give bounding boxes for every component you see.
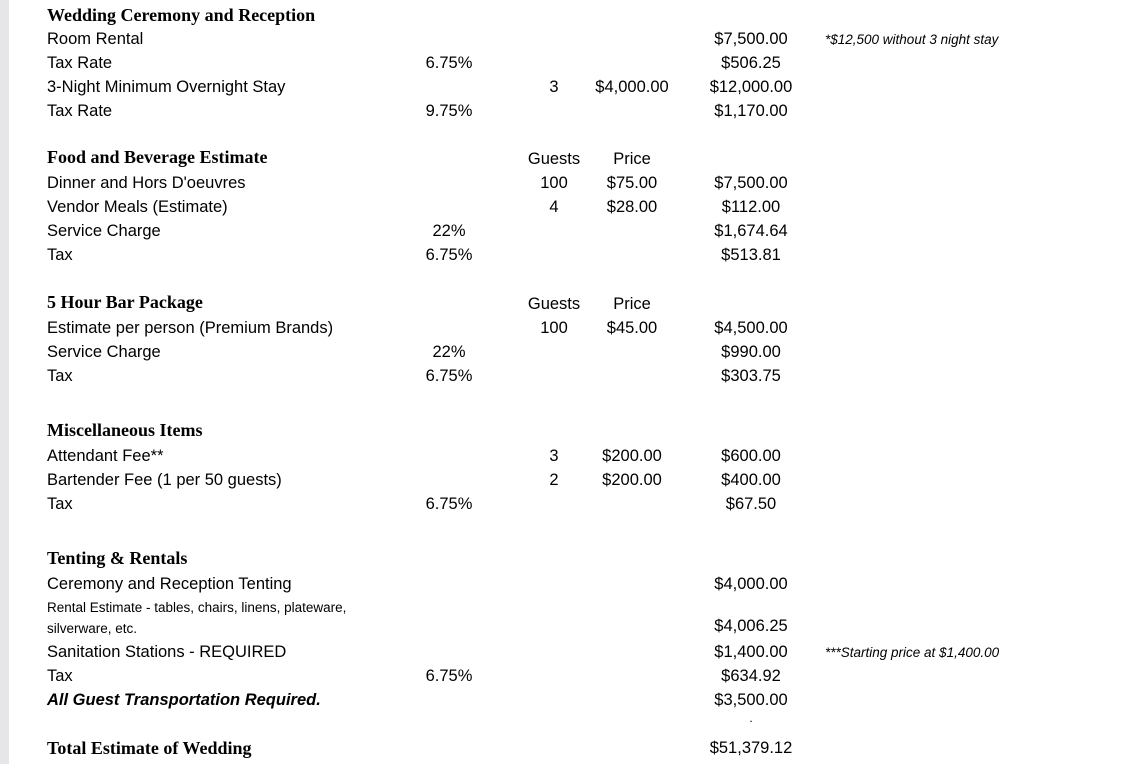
tax-rate-1-rate: 6.75% xyxy=(425,54,473,72)
food-guests-header: Guests xyxy=(527,150,581,168)
section-title-wedding: Wedding Ceremony and Reception xyxy=(47,5,316,25)
bar-estimate-label: Estimate per person (Premium Brands) xyxy=(47,319,334,337)
tenting-label: Ceremony and Reception Tenting xyxy=(47,575,292,593)
transportation-amount: $3,500.00 xyxy=(714,691,788,709)
tenting-amount: $4,000.00 xyxy=(714,575,788,593)
sanitation-amount: $1,400.00 xyxy=(714,643,788,661)
tax-rate-2-amount: $1,170.00 xyxy=(714,102,788,120)
misc-tax-amount: $67.50 xyxy=(725,495,777,513)
bar-service-amount: $990.00 xyxy=(721,343,781,361)
dinner-qty: 100 xyxy=(540,174,568,192)
sanitation-label: Sanitation Stations - REQUIRED xyxy=(47,643,287,661)
bar-estimate-qty: 100 xyxy=(540,319,568,337)
sanitation-note: ***Starting price at $1,400.00 xyxy=(825,645,1000,660)
rental-estimate-amount: $4,006.25 xyxy=(714,617,788,635)
bar-estimate-amount: $4,500.00 xyxy=(714,319,788,337)
section-title-misc: Miscellaneous Items xyxy=(47,420,203,440)
attendant-fee-label: Attendant Fee** xyxy=(47,447,164,465)
room-rental-label: Room Rental xyxy=(47,30,144,48)
attendant-fee-amount: $600.00 xyxy=(721,447,781,465)
vendor-meals-qty: 4 xyxy=(549,198,559,216)
food-tax-rate: 6.75% xyxy=(425,246,473,264)
page-edge-bar xyxy=(0,0,9,764)
bartender-fee-qty: 2 xyxy=(549,471,559,489)
food-service-rate: 22% xyxy=(432,222,466,240)
tax-rate-2-label: Tax Rate xyxy=(47,102,113,120)
tax-rate-1-amount: $506.25 xyxy=(721,54,781,72)
dinner-price: $75.00 xyxy=(606,174,658,192)
bar-service-label: Service Charge xyxy=(47,343,161,361)
food-tax-label: Tax xyxy=(47,246,73,264)
room-rental-note: *$12,500 without 3 night stay xyxy=(825,32,999,47)
section-title-tenting: Tenting & Rentals xyxy=(47,548,188,568)
room-rental-amount: $7,500.00 xyxy=(714,30,788,48)
total-amount: $51,379.12 xyxy=(709,739,793,757)
food-service-label: Service Charge xyxy=(47,222,161,240)
dinner-amount: $7,500.00 xyxy=(714,174,788,192)
section-title-bar: 5 Hour Bar Package xyxy=(47,292,203,312)
tenting-tax-rate: 6.75% xyxy=(425,667,473,685)
overnight-stay-label: 3-Night Minimum Overnight Stay xyxy=(47,78,286,96)
food-service-amount: $1,674.64 xyxy=(714,222,788,240)
total-label: Total Estimate of Wedding xyxy=(47,738,252,758)
bartender-fee-label: Bartender Fee (1 per 50 guests) xyxy=(47,471,282,489)
food-tax-amount: $513.81 xyxy=(721,246,781,264)
bar-estimate-price: $45.00 xyxy=(606,319,658,337)
vendor-meals-amount: $112.00 xyxy=(721,198,781,216)
food-price-header: Price xyxy=(613,150,651,168)
bartender-fee-amount: $400.00 xyxy=(721,471,781,489)
attendant-fee-qty: 3 xyxy=(549,447,559,465)
overnight-stay-qty: 3 xyxy=(549,78,559,96)
estimate-page xyxy=(9,0,1125,764)
overnight-stay-amount: $12,000.00 xyxy=(709,78,793,96)
overnight-stay-price: $4,000.00 xyxy=(595,78,669,96)
rental-estimate-label-line1: Rental Estimate - tables, chairs, linens, plateware, xyxy=(47,600,347,615)
bar-tax-amount: $303.75 xyxy=(721,367,781,385)
tenting-tax-amount: $634.92 xyxy=(721,667,781,685)
section-title-food: Food and Beverage Estimate xyxy=(47,147,268,167)
bar-tax-rate: 6.75% xyxy=(425,367,473,385)
bar-guests-header: Guests xyxy=(527,295,581,313)
transportation-label: All Guest Transportation Required. xyxy=(47,691,321,709)
separator-dot: . xyxy=(749,711,753,725)
bar-tax-label: Tax xyxy=(47,367,73,385)
vendor-meals-label: Vendor Meals (Estimate) xyxy=(47,198,228,216)
tax-rate-2-rate: 9.75% xyxy=(425,102,473,120)
dinner-label: Dinner and Hors D'oeuvres xyxy=(47,174,246,192)
misc-tax-rate: 6.75% xyxy=(425,495,473,513)
bartender-fee-price: $200.00 xyxy=(602,471,662,489)
bar-service-rate: 22% xyxy=(432,343,466,361)
tenting-tax-label: Tax xyxy=(47,667,73,685)
misc-tax-label: Tax xyxy=(47,495,73,513)
bar-price-header: Price xyxy=(613,295,651,313)
tax-rate-1-label: Tax Rate xyxy=(47,54,113,72)
attendant-fee-price: $200.00 xyxy=(602,447,662,465)
rental-estimate-label-line2: silverware, etc. xyxy=(47,621,138,636)
vendor-meals-price: $28.00 xyxy=(606,198,658,216)
